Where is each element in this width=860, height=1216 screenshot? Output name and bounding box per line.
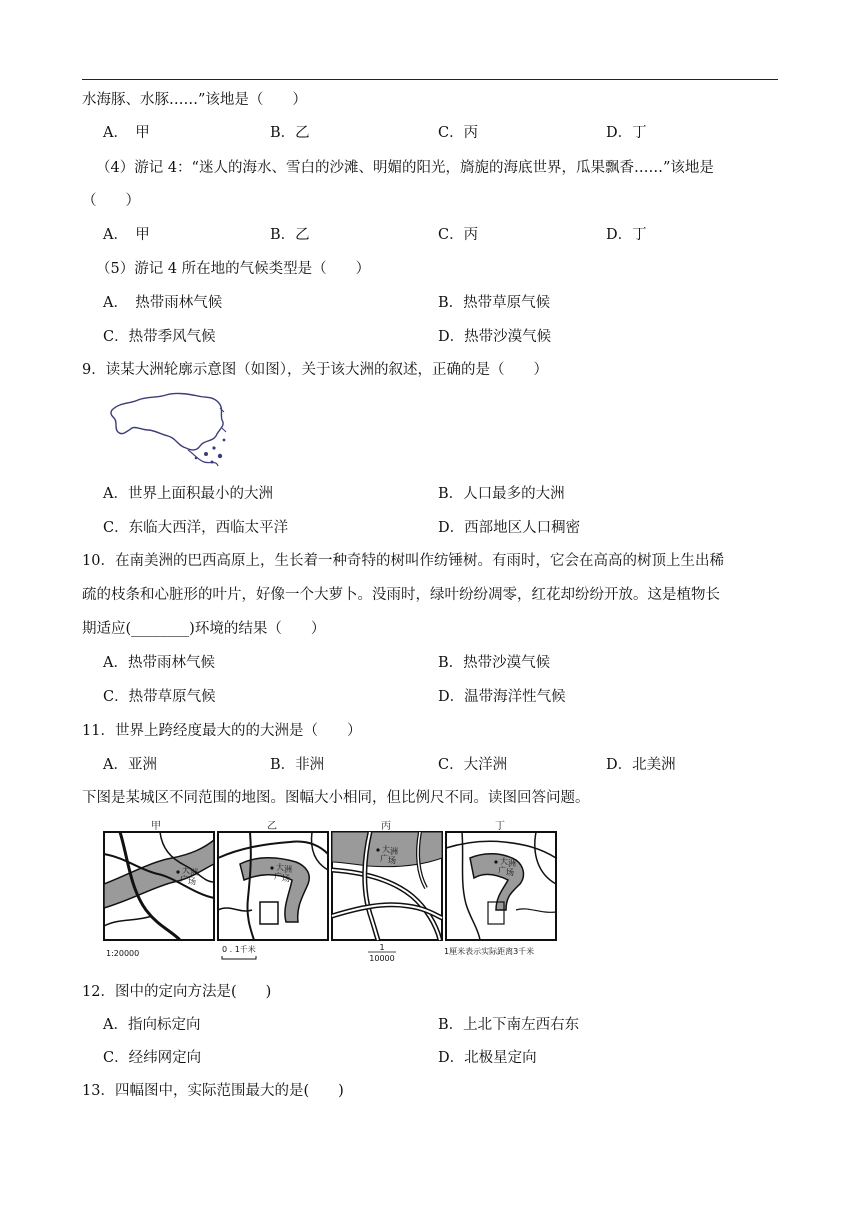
q10-option-b[interactable]: B．热带沙漠气候 xyxy=(438,655,551,671)
q8-4-stem: （4）游记 4：“迷人的海水、雪白的沙滩、明媚的阳光，旖旎的海底世界，瓜果飘香……”该地是 xyxy=(96,160,714,176)
map-panel-yi xyxy=(218,832,328,959)
q8-4-option-a[interactable]: A． 甲 xyxy=(103,227,150,243)
q10-stem-line1: 10．在南美洲的巴西高原上，生长着一种奇特的树叫作纺锤树。有雨时，它会在高高的树顶上生出稀 xyxy=(82,553,724,569)
q8-4-option-c[interactable]: C．丙 xyxy=(438,227,479,243)
q10-option-d[interactable]: D．温带海洋性气候 xyxy=(438,689,566,705)
map-label-ding: 丁 xyxy=(495,821,505,832)
map-yi-place-zhou: 洲 xyxy=(284,865,292,874)
q9-option-b[interactable]: B．人口最多的大洲 xyxy=(438,486,565,502)
map-bing-place-chang: 场 xyxy=(388,856,396,865)
q12-option-c[interactable]: C．经纬网定向 xyxy=(103,1050,202,1066)
map-jia-scale: 1:20000 xyxy=(106,949,140,958)
map-panel-jia xyxy=(104,832,214,958)
map-bing-place-da: 大 xyxy=(382,845,390,854)
q8-5-option-d[interactable]: D．热带沙漠气候 xyxy=(438,329,552,345)
map-jia-place-zhou: 洲 xyxy=(190,868,198,877)
city-maps-figure xyxy=(100,818,568,966)
header-rule xyxy=(82,79,778,80)
continent-outline-figure xyxy=(106,388,230,472)
q8-3-option-d[interactable]: D．丁 xyxy=(606,125,647,141)
q8-3-option-c[interactable]: C．丙 xyxy=(438,125,479,141)
q11-option-b[interactable]: B．非洲 xyxy=(270,757,325,773)
q8-5-stem: （5）游记 4 所在地的气候类型是（ ） xyxy=(96,261,371,277)
map-yi-scale: 0 . 1千米 xyxy=(222,945,256,954)
q13-stem: 13．四幅图中，实际范围最大的是( ) xyxy=(82,1083,344,1099)
q11-option-d[interactable]: D．北美洲 xyxy=(606,757,676,773)
q12-option-d[interactable]: D．北极星定向 xyxy=(438,1050,537,1066)
map-jia-place-da: 大 xyxy=(182,866,190,875)
map-yi-place-da: 大 xyxy=(276,863,284,872)
map-ding-place-chang: 场 xyxy=(506,868,514,877)
q8-4-option-d[interactable]: D．丁 xyxy=(606,227,647,243)
q8-4-stem-cont: （ ） xyxy=(82,193,140,209)
map-yi-place-chang: 场 xyxy=(282,874,290,883)
q8-cont-line: 水海豚、水豚……”该地是（ ） xyxy=(82,92,307,108)
map-jia-place-chang: 场 xyxy=(188,877,196,886)
q11-option-c[interactable]: C．大洋洲 xyxy=(438,757,508,773)
map-jia-place-guang: 广 xyxy=(180,875,188,884)
q11-option-a[interactable]: A．亚洲 xyxy=(103,757,157,773)
q11-stem: 11．世界上跨经度最大的的大洲是（ ） xyxy=(82,723,362,739)
map-ding-place-guang: 广 xyxy=(498,866,506,875)
q10-option-c[interactable]: C．热带草原气候 xyxy=(103,689,216,705)
map-yi-place-guang: 广 xyxy=(274,872,282,881)
map-bing-scale-denominator: 10000 xyxy=(369,954,395,963)
q10-option-a[interactable]: A．热带雨林气候 xyxy=(103,655,215,671)
map-ding-place-zhou: 洲 xyxy=(508,859,516,868)
map-label-jia: 甲 xyxy=(151,821,161,832)
q9-option-d[interactable]: D．西部地区人口稠密 xyxy=(438,520,581,536)
q8-3-option-b[interactable]: B．乙 xyxy=(270,125,310,141)
map-bing-place-zhou: 洲 xyxy=(390,847,398,856)
map-panel-ding xyxy=(444,832,556,956)
q8-5-option-c[interactable]: C．热带季风气候 xyxy=(103,329,216,345)
map-label-yi: 乙 xyxy=(267,821,277,832)
q12-option-b[interactable]: B．上北下南左西右东 xyxy=(438,1017,580,1033)
maps-intro: 下图是某城区不同范围的地图。图幅大小相同，但比例尺不同。读图回答问题。 xyxy=(82,790,590,806)
map-panel-bing xyxy=(332,832,442,963)
q12-option-a[interactable]: A．指向标定向 xyxy=(103,1017,201,1033)
q8-5-option-a[interactable]: A． 热带雨林气候 xyxy=(103,295,223,311)
q9-option-a[interactable]: A．世界上面积最小的大洲 xyxy=(103,486,273,502)
map-bing-scale-numerator: 1 xyxy=(379,943,385,952)
map-label-bing: 丙 xyxy=(381,821,391,832)
q9-option-c[interactable]: C．东临大西洋，西临太平洋 xyxy=(103,520,289,536)
q8-3-option-a[interactable]: A． 甲 xyxy=(103,125,150,141)
map-bing-place-guang: 广 xyxy=(380,854,388,863)
q9-stem: 9．读某大洲轮廓示意图（如图），关于该大洲的叙述，正确的是（ ） xyxy=(82,362,548,378)
q8-4-option-b[interactable]: B．乙 xyxy=(270,227,310,243)
q8-5-option-b[interactable]: B．热带草原气候 xyxy=(438,295,551,311)
q10-stem-line3: 期适应(________)环境的结果（ ） xyxy=(82,621,326,637)
q12-stem: 12．图中的定向方法是( ) xyxy=(82,984,272,1000)
map-ding-place-da: 大 xyxy=(500,857,508,866)
q10-stem-line2: 疏的枝条和心脏形的叶片，好像一个大萝卜。没雨时，绿叶纷纷凋零，红花却纷纷开放。这是植物长 xyxy=(82,587,720,603)
map-ding-scale: 1厘米表示实际距离3千米 xyxy=(444,947,535,956)
